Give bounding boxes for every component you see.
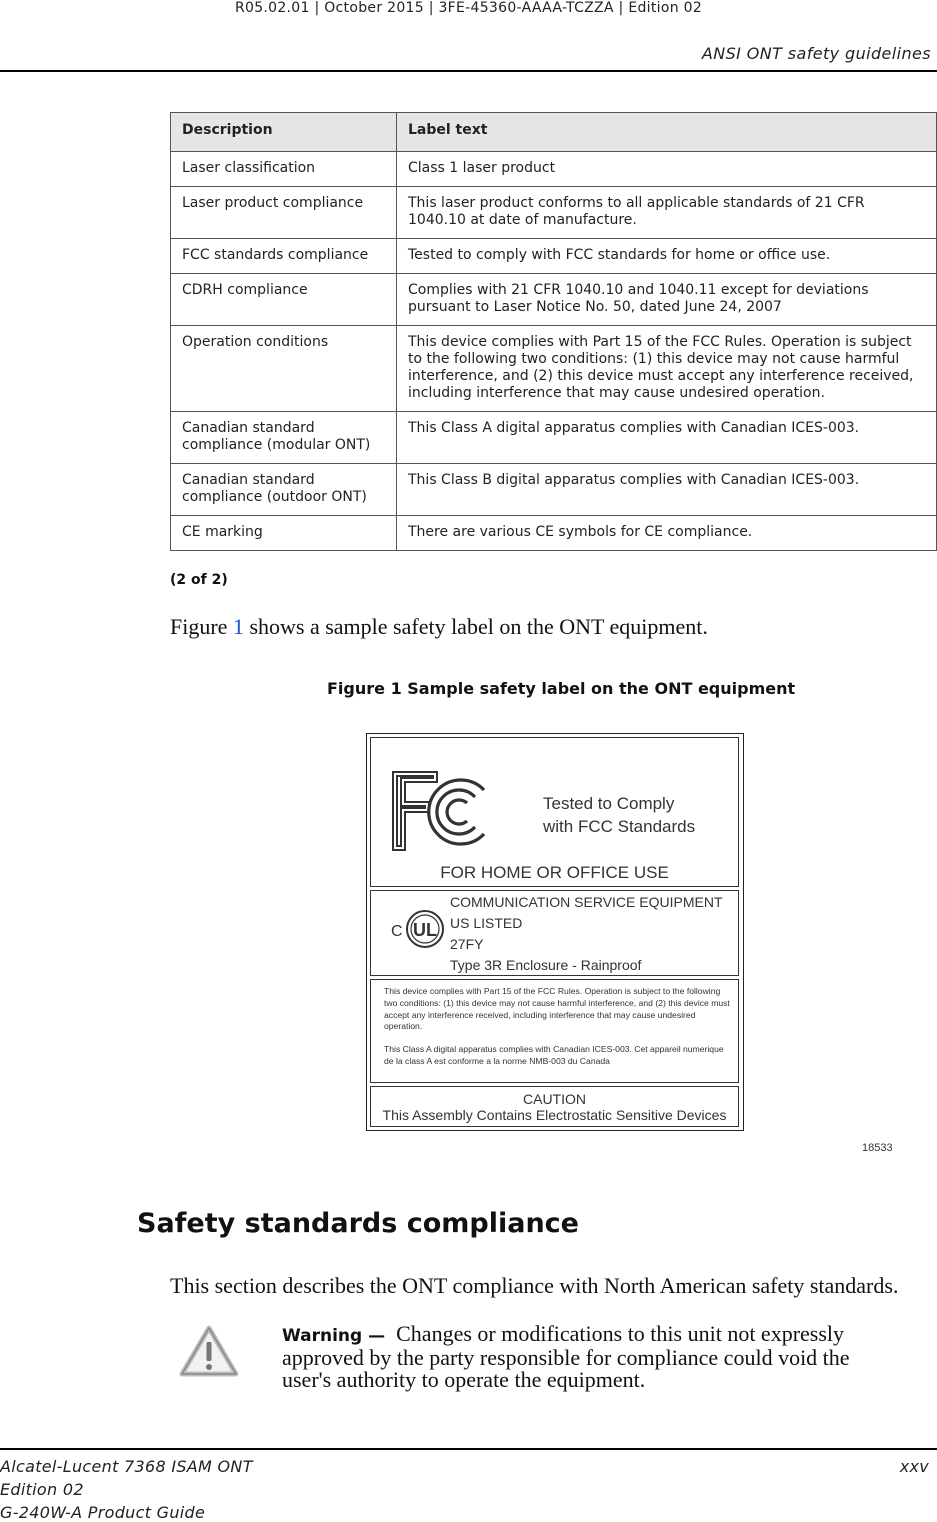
column-header-label-text: Label text	[397, 113, 937, 152]
caution-title: CAUTION	[523, 1091, 586, 1107]
table-header-row	[171, 113, 937, 152]
cell-label-text: There are various CE symbols for CE compliance.	[397, 516, 937, 551]
footer-product: Alcatel-Lucent 7368 ISAM ONT	[0, 1457, 253, 1476]
cell-description: Laser product compliance	[171, 187, 397, 239]
warning-label: Warning —	[282, 1326, 386, 1346]
safety-label-figure	[366, 733, 744, 1131]
table-row	[171, 412, 937, 464]
cell-description: Laser classification	[171, 152, 397, 187]
ul-mark: UL	[413, 920, 437, 940]
cell-description: CDRH compliance	[171, 274, 397, 326]
cell-description: FCC standards compliance	[171, 239, 397, 274]
compliance-statement-panel	[370, 979, 739, 1083]
table-row	[171, 187, 937, 239]
cell-label-text: Tested to comply with FCC standards for home or office use.	[397, 239, 937, 274]
fcc-panel	[370, 737, 739, 887]
ul-line-1: COMMUNICATION SERVICE EQUIPMENT	[450, 894, 723, 910]
document-reference: R05.02.01 | October 2015 | 3FE-45360-AAAA-TCZZA | Edition 02	[234, 0, 703, 16]
footer-guide-title: G-240W-A Product Guide	[0, 1503, 206, 1522]
cell-label-text: Class 1 laser product	[397, 152, 937, 187]
intro-paragraph	[170, 614, 708, 640]
section-heading: Safety standards compliance	[137, 1208, 579, 1239]
figure-id: 18533	[862, 1142, 893, 1154]
fcc-tested-line-1: Tested to Comply	[543, 794, 675, 813]
fcc-logo-icon	[391, 768, 501, 853]
ul-line-4: Type 3R Enclosure - Rainproof	[450, 957, 642, 973]
ul-certification-icon	[391, 901, 447, 951]
cell-label-text: Complies with 21 CFR 1040.10 and 1040.11 except for deviations pursuant to Laser Notice No. 50, dated June 24, 2007	[397, 274, 937, 326]
column-header-description: Description	[171, 113, 397, 152]
warning-icon	[178, 1322, 240, 1380]
fcc-statement: This device complies with Part 15 of the FCC Rules. Operation is subject to the following two conditions: (1) this device may not cause harmful interference, and (2) this device must accept any interference received, including interference that may cause undesired operation.	[384, 986, 730, 1032]
home-office-use-text: FOR HOME OR OFFICE USE	[440, 863, 669, 882]
warning-text: Changes or modifications to this unit not expressly approved by the party responsible for compliance could void the user's authority to operate the equipment.	[282, 1321, 850, 1392]
table-row	[171, 326, 937, 412]
intro-prefix: Figure	[170, 614, 233, 639]
ul-c-mark: C	[391, 923, 403, 940]
page-number: xxv	[899, 1457, 929, 1476]
table-row	[171, 239, 937, 274]
table-row	[171, 464, 937, 516]
ul-listing-panel	[370, 890, 739, 976]
cell-label-text: This laser product conforms to all applicable standards of 21 CFR 1040.10 at date of manufacture.	[397, 187, 937, 239]
footer-rule	[0, 1448, 937, 1450]
table-row	[171, 516, 937, 551]
table-row	[171, 274, 937, 326]
cell-description: Canadian standard compliance (outdoor ONT)	[171, 464, 397, 516]
canada-statement: This Class A digital apparatus complies with Canadian ICES-003. Cet appareil numerique de la class A est conforme a la norme NMB-003 du Canada	[384, 1044, 724, 1066]
intro-suffix: shows a sample safety label on the ONT equipment.	[243, 614, 708, 639]
table-continuation-note: (2 of 2)	[170, 572, 228, 588]
caution-text: This Assembly Contains Electrostatic Sensitive Devices	[382, 1107, 727, 1123]
cell-label-text: This Class B digital apparatus complies with Canadian ICES-003.	[397, 464, 937, 516]
ul-line-2: US LISTED	[450, 915, 523, 931]
figure-link[interactable]: 1	[232, 614, 244, 639]
cell-label-text: This Class A digital apparatus complies with Canadian ICES-003.	[397, 412, 937, 464]
section-description: This section describes the ONT compliance with North American safety standards.	[170, 1273, 899, 1298]
cell-description: CE marking	[171, 516, 397, 551]
fcc-tested-line-2: with FCC Standards	[543, 817, 696, 836]
header-rule	[0, 70, 937, 72]
table-row	[171, 152, 937, 187]
figure-caption: Figure 1 Sample safety label on the ONT equipment	[327, 679, 796, 698]
cell-description: Canadian standard compliance (modular ONT)	[171, 412, 397, 464]
ul-line-3: 27FY	[450, 936, 484, 952]
cell-label-text: This device complies with Part 15 of the FCC Rules. Operation is subject to the following two conditions: (1) this device may not cause harmful interference, and (2) this device must accept any interference received, including interference that may cause undesired operation.	[397, 326, 937, 412]
running-section-title: ANSI ONT safety guidelines	[701, 44, 931, 63]
cell-description: Operation conditions	[171, 326, 397, 412]
footer-edition: Edition 02	[0, 1480, 84, 1499]
caution-panel	[370, 1086, 739, 1127]
warning-notice	[282, 1323, 882, 1391]
label-text-table	[170, 112, 937, 551]
